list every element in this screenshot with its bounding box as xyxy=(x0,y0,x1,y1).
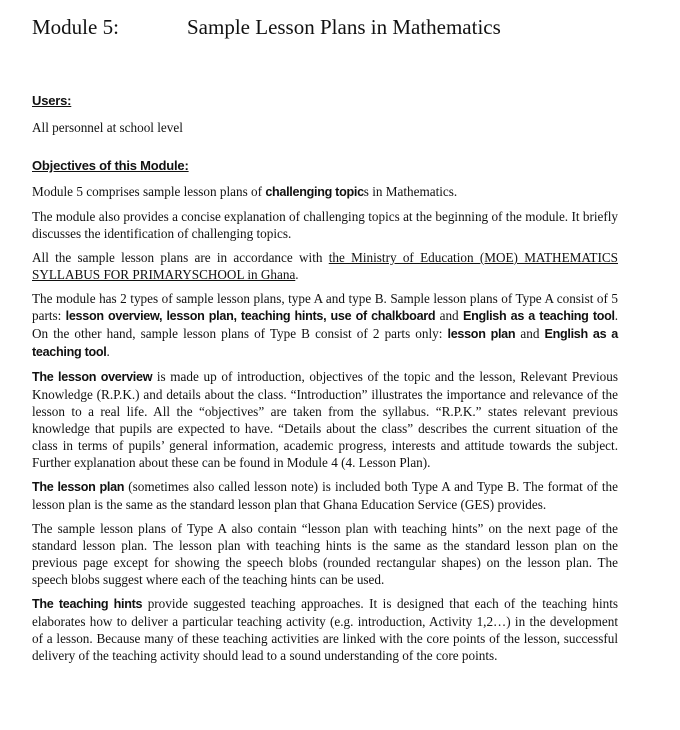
page-title xyxy=(32,14,660,40)
users-text: All personnel at school level xyxy=(32,120,183,135)
paragraph-syllabus: All the sample lesson plans are in accordance with the Ministry of Education (MOE) MATHEMATICS SYLLABUS FOR PRIMARYSCHOOL in Ghana. xyxy=(32,250,618,282)
paragraph-lesson-types: The module has 2 types of sample lesson plans, type A and type B. Sample lesson plans of Type A consist of 5 parts: lesson overview, lesson plan, teaching hints, use of chalkboard and English as a teaching tool. On the other hand, sample lesson plans of Type B consist of 2 parts only: lesson plan and English as a teaching tool. xyxy=(32,291,618,359)
module-title: Sample Lesson Plans in Mathematics xyxy=(187,15,501,39)
syllabus-reference: the Ministry of Education (MOE) MATHEMATICS SYLLABUS FOR PRIMARYSCHOOL in Ghana xyxy=(32,250,618,282)
keyword-lesson-overview: The lesson overview xyxy=(32,370,153,384)
keyword-lesson-plan: lesson plan xyxy=(447,327,516,341)
document-body xyxy=(32,92,618,671)
keyword-english-tool: English as a teaching tool xyxy=(463,309,615,323)
users-heading: Users: xyxy=(32,93,72,108)
paragraph-teaching-hints: The teaching hints provide suggested teaching approaches. It is designed that each of the teaching hints elaborates how to deliver a particular teaching activity (e.g. introduction, Activity 1,2…) in the development of a lesson. Because many of these teaching activities are linked with the core points of the lesson, successful delivery of the teaching activity should lead to a sound understanding of the core points. xyxy=(32,596,619,663)
keyword-challenging-topic: challenging topic xyxy=(265,185,364,199)
keyword-teaching-hints: The teaching hints xyxy=(32,597,143,611)
paragraph-lesson-overview: The lesson overview is made up of introduction, objectives of the topic and the lesson, Relevant Previous Knowledge (R.P.K.) and details about the class. “Introduction” illustrates the importance and relevance of the lesson to a real life. All the “objectives” are taken from the syllabus. “R.P.K.” states relevant previous knowledge that pupils are expected to have. “Details about the class” describes the current situation of the class in terms of pupils’ general information, academic progress, interests and attitude towards the subject. Further explanation about these can be found in Module 4 (4. Lesson Plan). xyxy=(32,369,618,470)
paragraph-concise-explanation: The module also provides a concise explanation of challenging topics at the beginning of the module. It briefly discusses the identification of challenging topics. xyxy=(32,209,618,241)
objectives-heading: Objectives of this Module: xyxy=(32,158,189,173)
keyword-type-a-parts: lesson overview, lesson plan, teaching hints, use of chalkboard xyxy=(65,309,436,323)
paragraph-module-summary: Module 5 comprises sample lesson plans of challenging topics in Mathematics. xyxy=(32,184,458,199)
keyword-the-lesson-plan: The lesson plan xyxy=(32,480,125,494)
paragraph-lesson-plan: The lesson plan (sometimes also called lesson note) is included both Type A and Type B. The format of the lesson plan is the same as the standard lesson plan that Ghana Education Service (GES) provides. xyxy=(32,479,618,512)
paragraph-teaching-hints-plan: The sample lesson plans of Type A also contain “lesson plan with teaching hints” on the next page of the standard lesson plan. The lesson plan with teaching hints is the same as the standard lesson plan on the previous page except for showing the speech blobs (rounded rectangular shapes) on the lesson plan. The speech blobs suggest where each of the teaching hints can be used. xyxy=(32,521,618,587)
module-number: Module 5: xyxy=(32,15,119,39)
keyword-english-tool-b: English as a teaching tool xyxy=(32,327,618,359)
